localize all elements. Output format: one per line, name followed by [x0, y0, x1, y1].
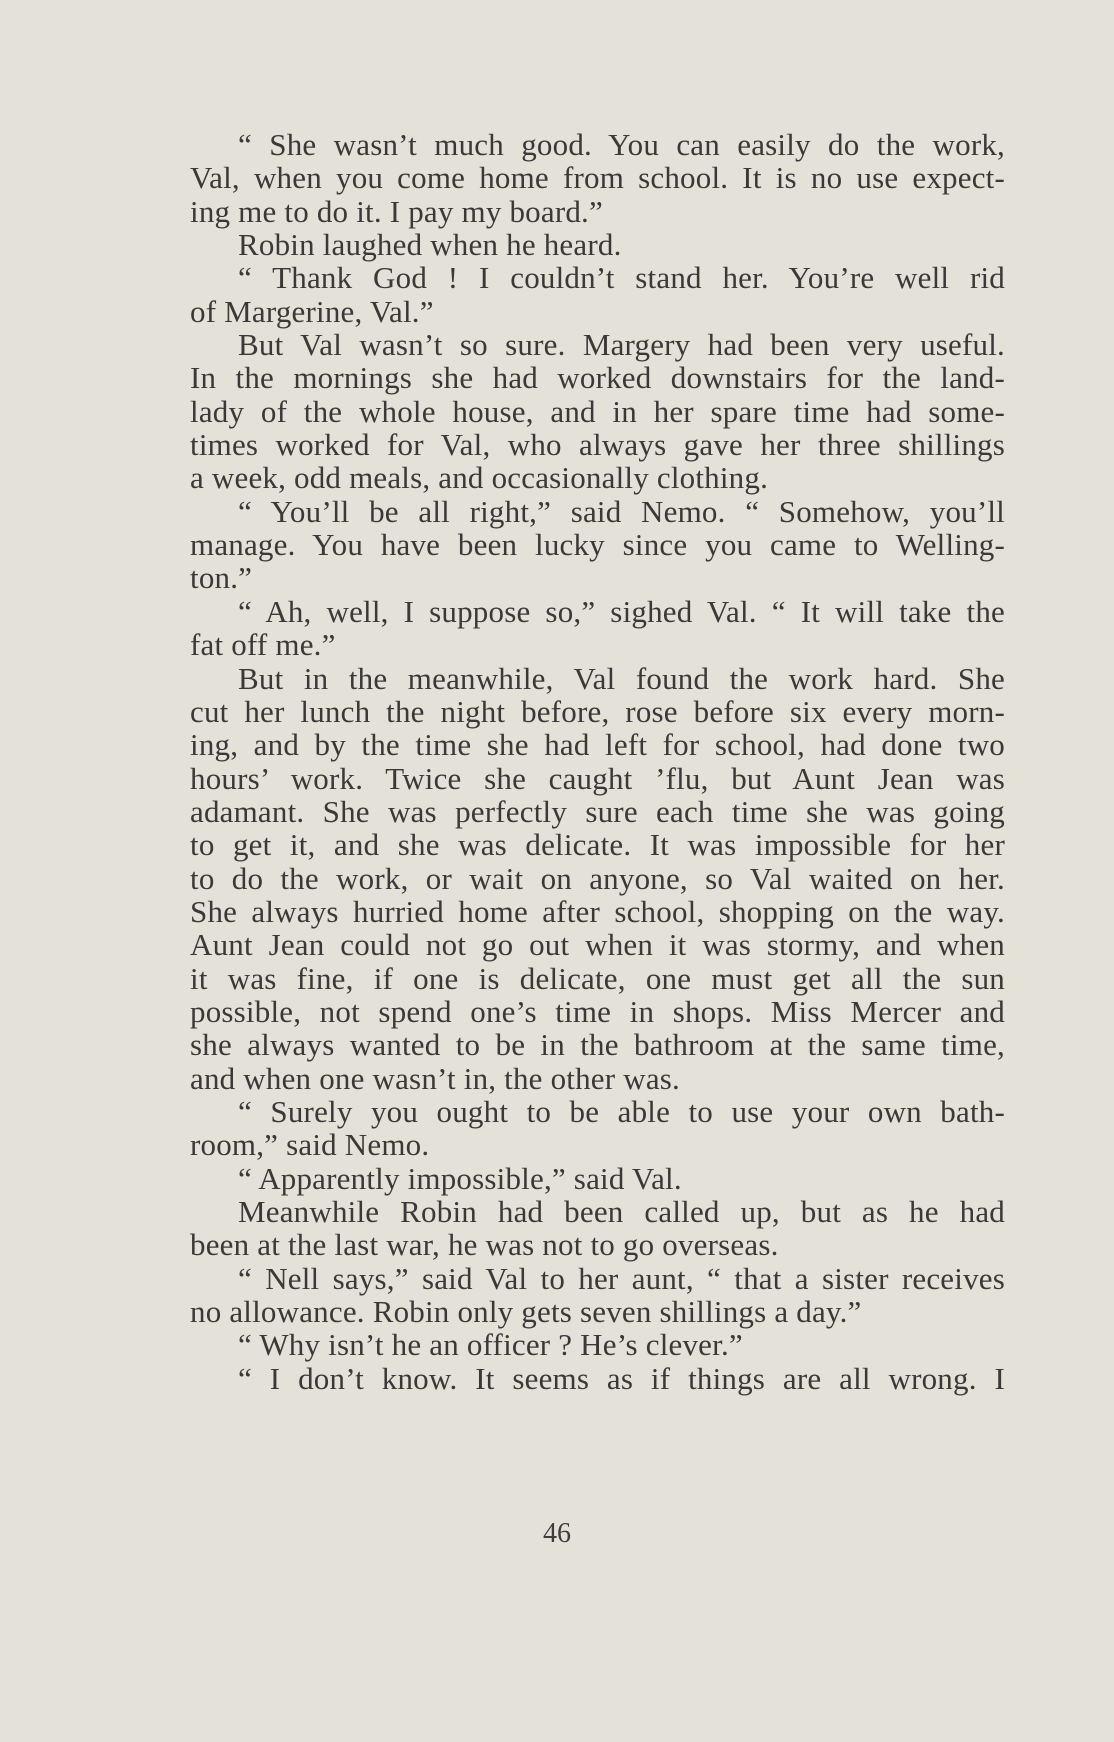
text-line: ton.”: [190, 560, 253, 596]
text-line: room,” said Nemo.: [190, 1127, 430, 1163]
text-line: “ I don’t know. It seems as if things are all wrong. I: [238, 1360, 1005, 1396]
text-line: “ Why isn’t he an officer ? He’s clever.”: [238, 1327, 743, 1363]
text-line: it was fine, if one is delicate, one must get all the sun: [190, 960, 1005, 996]
body-text: [190, 128, 1005, 1395]
text-line: “ Apparently impossible,” said Val.: [238, 1160, 682, 1196]
text-line: But Val wasn’t so sure. Margery had been very useful.: [238, 327, 1005, 363]
page-number: 46: [543, 1518, 571, 1549]
text-line: been at the last war, he was not to go overseas.: [190, 1227, 779, 1263]
text-line: possible, not spend one’s time in shops. Miss Mercer and: [190, 993, 1005, 1029]
text-line: “ Ah, well, I suppose so,” sighed Val. “ It will take the: [238, 593, 1005, 629]
text-line: no allowance. Robin only gets seven shillings a day.”: [190, 1294, 862, 1330]
text-line: “ Surely you ought to be able to use your own bath-: [238, 1093, 1005, 1129]
text-line: But in the meanwhile, Val found the work hard. She: [238, 660, 1005, 696]
text-line: She always hurried home after school, shopping on the way.: [190, 893, 1005, 929]
text-line: to get it, and she was delicate. It was impossible for her: [190, 827, 1005, 863]
text-line: hours’ work. Twice she caught ’flu, but Aunt Jean was: [190, 760, 1005, 796]
text-line: adamant. She was perfectly sure each time she was going: [190, 793, 1005, 829]
text-line: cut her lunch the night before, rose before six every morn-: [190, 693, 1005, 729]
text-line: a week, odd meals, and occasionally clothing.: [190, 460, 769, 496]
text-line: ing, and by the time she had left for school, had done two: [190, 727, 1005, 763]
text-line: lady of the whole house, and in her spare time had some-: [190, 393, 1005, 429]
text-line: and when one wasn’t in, the other was.: [190, 1060, 680, 1096]
text-line: manage. You have been lucky since you came to Welling-: [190, 527, 1005, 563]
text-line: “ You’ll be all right,” said Nemo. “ Somehow, you’ll: [238, 493, 1005, 529]
text-line: of Margerine, Val.”: [190, 293, 434, 329]
text-line: Robin laughed when he heard.: [238, 227, 622, 263]
text-line: Val, when you come home from school. It is no use expect-: [190, 160, 1005, 196]
text-line: ing me to do it. I pay my board.”: [190, 193, 603, 229]
text-line: In the mornings she had worked downstairs for the land-: [190, 360, 1005, 396]
text-line: “ She wasn’t much good. You can easily do the work,: [238, 127, 1005, 162]
text-line: “ Nell says,” said Val to her aunt, “ that a sister receives: [238, 1260, 1005, 1296]
text-line: to do the work, or wait on anyone, so Val waited on her.: [190, 860, 1005, 896]
text-line: “ Thank God ! I couldn’t stand her. You’re well rid: [238, 260, 1005, 296]
text-line: Meanwhile Robin had been called up, but as he had: [238, 1194, 1005, 1229]
text-line: times worked for Val, who always gave her three shillings: [190, 427, 1005, 463]
text-line: she always wanted to be in the bathroom at the same time,: [190, 1027, 1005, 1063]
text-line: Aunt Jean could not go out when it was stormy, and when: [190, 927, 1005, 963]
text-line: fat off me.”: [190, 627, 336, 663]
